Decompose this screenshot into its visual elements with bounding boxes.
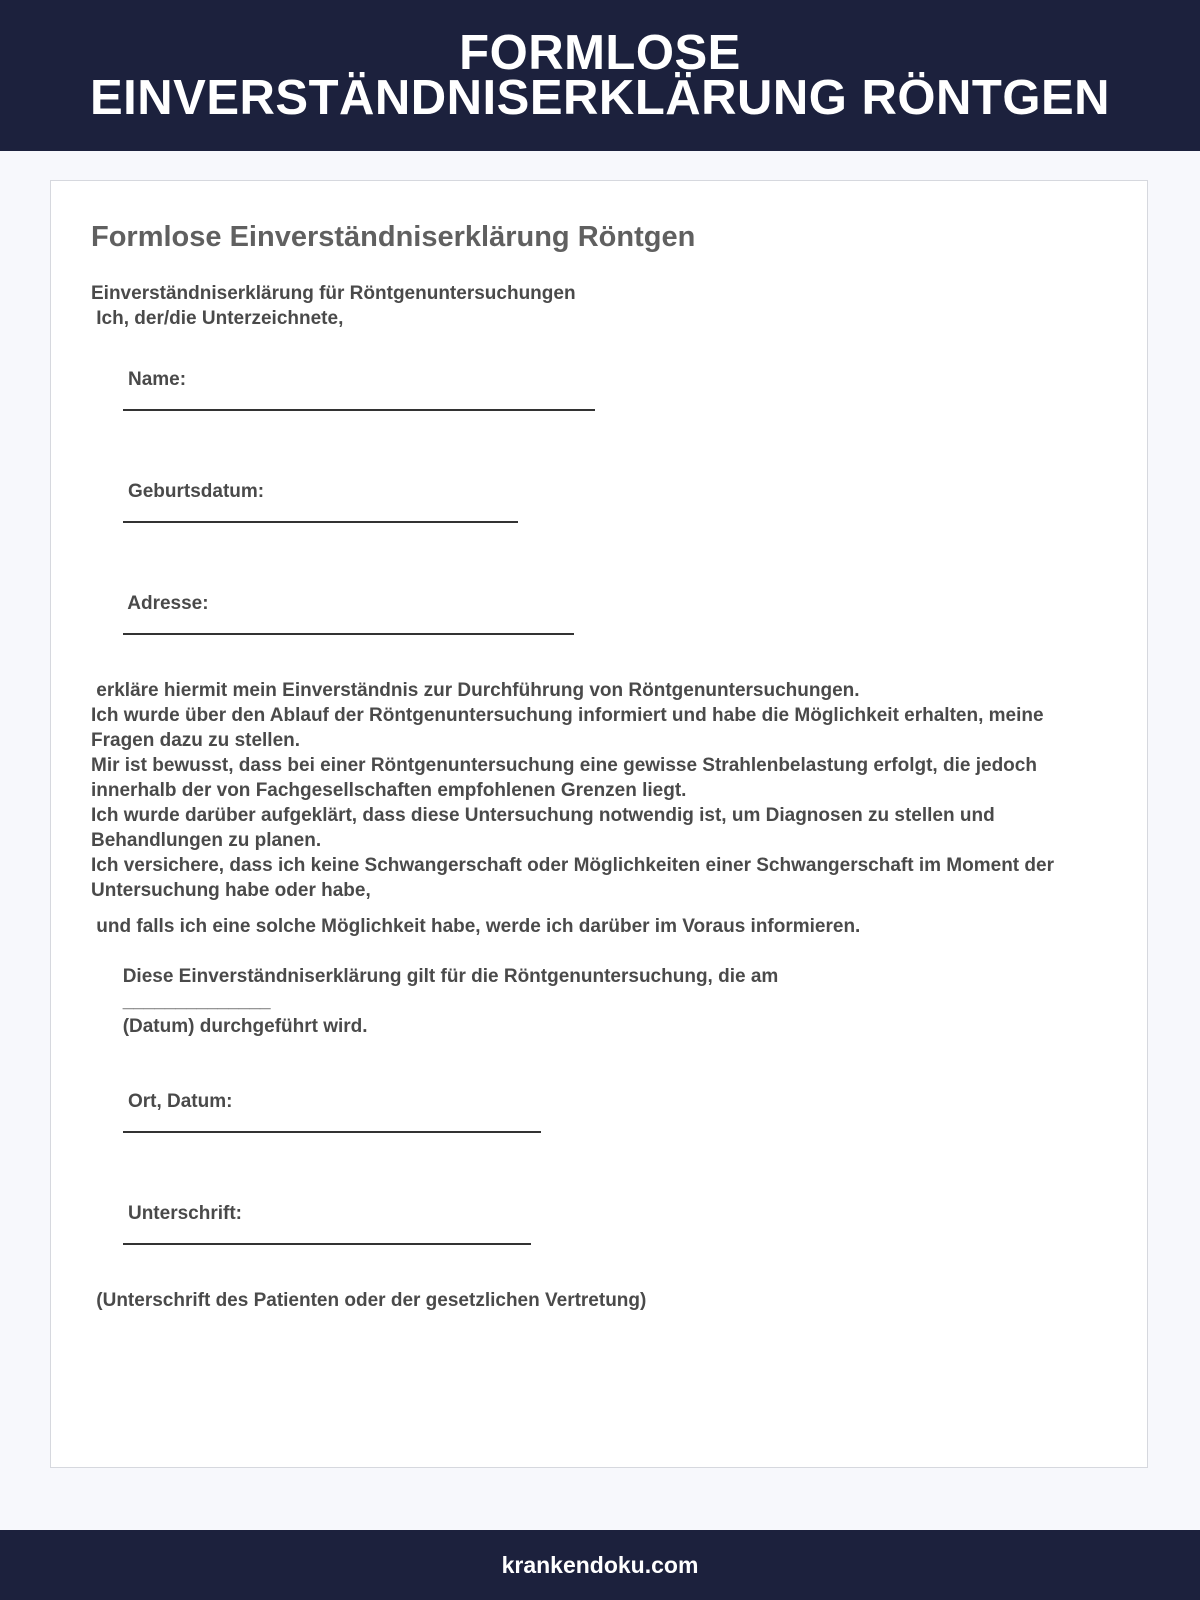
signature-blank-line <box>123 1226 531 1245</box>
signature-note: (Unterschrift des Patienten oder der gesetzlichen Vertretung) <box>91 1290 647 1311</box>
paragraph-inform-ahead: und falls ich eine solche Möglichkeit habe, werde ich darüber im Voraus informieren. <box>91 916 861 937</box>
name-row <box>91 342 1101 443</box>
name-blank-line <box>123 392 595 411</box>
intro-text: Ich, der/die Unterzeichnete, <box>91 308 344 329</box>
declaration-text: erkläre hiermit mein Einverständnis zur Durchführung von Röntgenuntersuchungen. <box>91 680 860 701</box>
page-footer <box>0 1530 1200 1600</box>
paragraph-necessity: Ich wurde darüber aufgeklärt, dass diese Untersuchung notwendig ist, um Diagnosen zu stellen und Behandlungen zu planen. <box>91 805 1000 851</box>
validity-text-after: (Datum) durchgeführt wird. <box>122 1016 368 1037</box>
name-label: Name: <box>122 369 187 390</box>
place-date-row <box>91 1064 1101 1165</box>
header-title <box>89 25 1111 125</box>
address-blank-line <box>123 616 574 635</box>
paragraph-information: Ich wurde über den Ablauf der Röntgenuntersuchung informiert und habe die Möglichkeit erhalten, meine Fragen dazu zu stellen. <box>91 705 1049 751</box>
header-title-line2: EINVERSTÄNDNISERKLÄRUNG RÖNTGEN <box>89 70 1111 125</box>
paragraph-pregnancy: Ich versichere, dass ich keine Schwangerschaft oder Möglichkeiten einer Schwangerschaft im Moment der Untersuchung habe oder habe, <box>91 855 1060 901</box>
validity-paragraph <box>91 939 1101 1064</box>
address-row <box>91 566 1101 667</box>
address-label: Adresse: <box>122 593 209 614</box>
document-subtitle: Einverständniserklärung für Röntgenuntersuchungen <box>91 283 576 304</box>
header-title-line1: FORMLOSE <box>459 25 741 80</box>
page-header <box>0 0 1200 151</box>
birthdate-blank-line <box>123 504 518 523</box>
document-content <box>91 219 1101 1313</box>
validity-date-blank: ______________ <box>122 991 271 1012</box>
document-sheet <box>50 180 1148 1468</box>
validity-text-before: Diese Einverständniserklärung gilt für die Röntgenuntersuchung, die am <box>122 966 779 987</box>
document-title: Formlose Einverständniserklärung Röntgen <box>91 221 696 253</box>
place-date-blank-line <box>123 1114 541 1133</box>
signature-row <box>91 1176 1101 1277</box>
birthdate-label: Geburtsdatum: <box>122 481 265 502</box>
footer-site-name: krankendoku.com <box>501 1551 699 1578</box>
birthdate-row <box>91 454 1101 555</box>
signature-label: Unterschrift: <box>122 1203 242 1224</box>
paragraph-radiation: Mir ist bewusst, dass bei einer Röntgenuntersuchung eine gewisse Strahlenbelastung erfolgt, die jedoch innerhalb der von Fachgesellschaften empfohlenen Grenzen liegt. <box>91 755 1043 801</box>
place-date-label: Ort, Datum: <box>122 1091 233 1112</box>
